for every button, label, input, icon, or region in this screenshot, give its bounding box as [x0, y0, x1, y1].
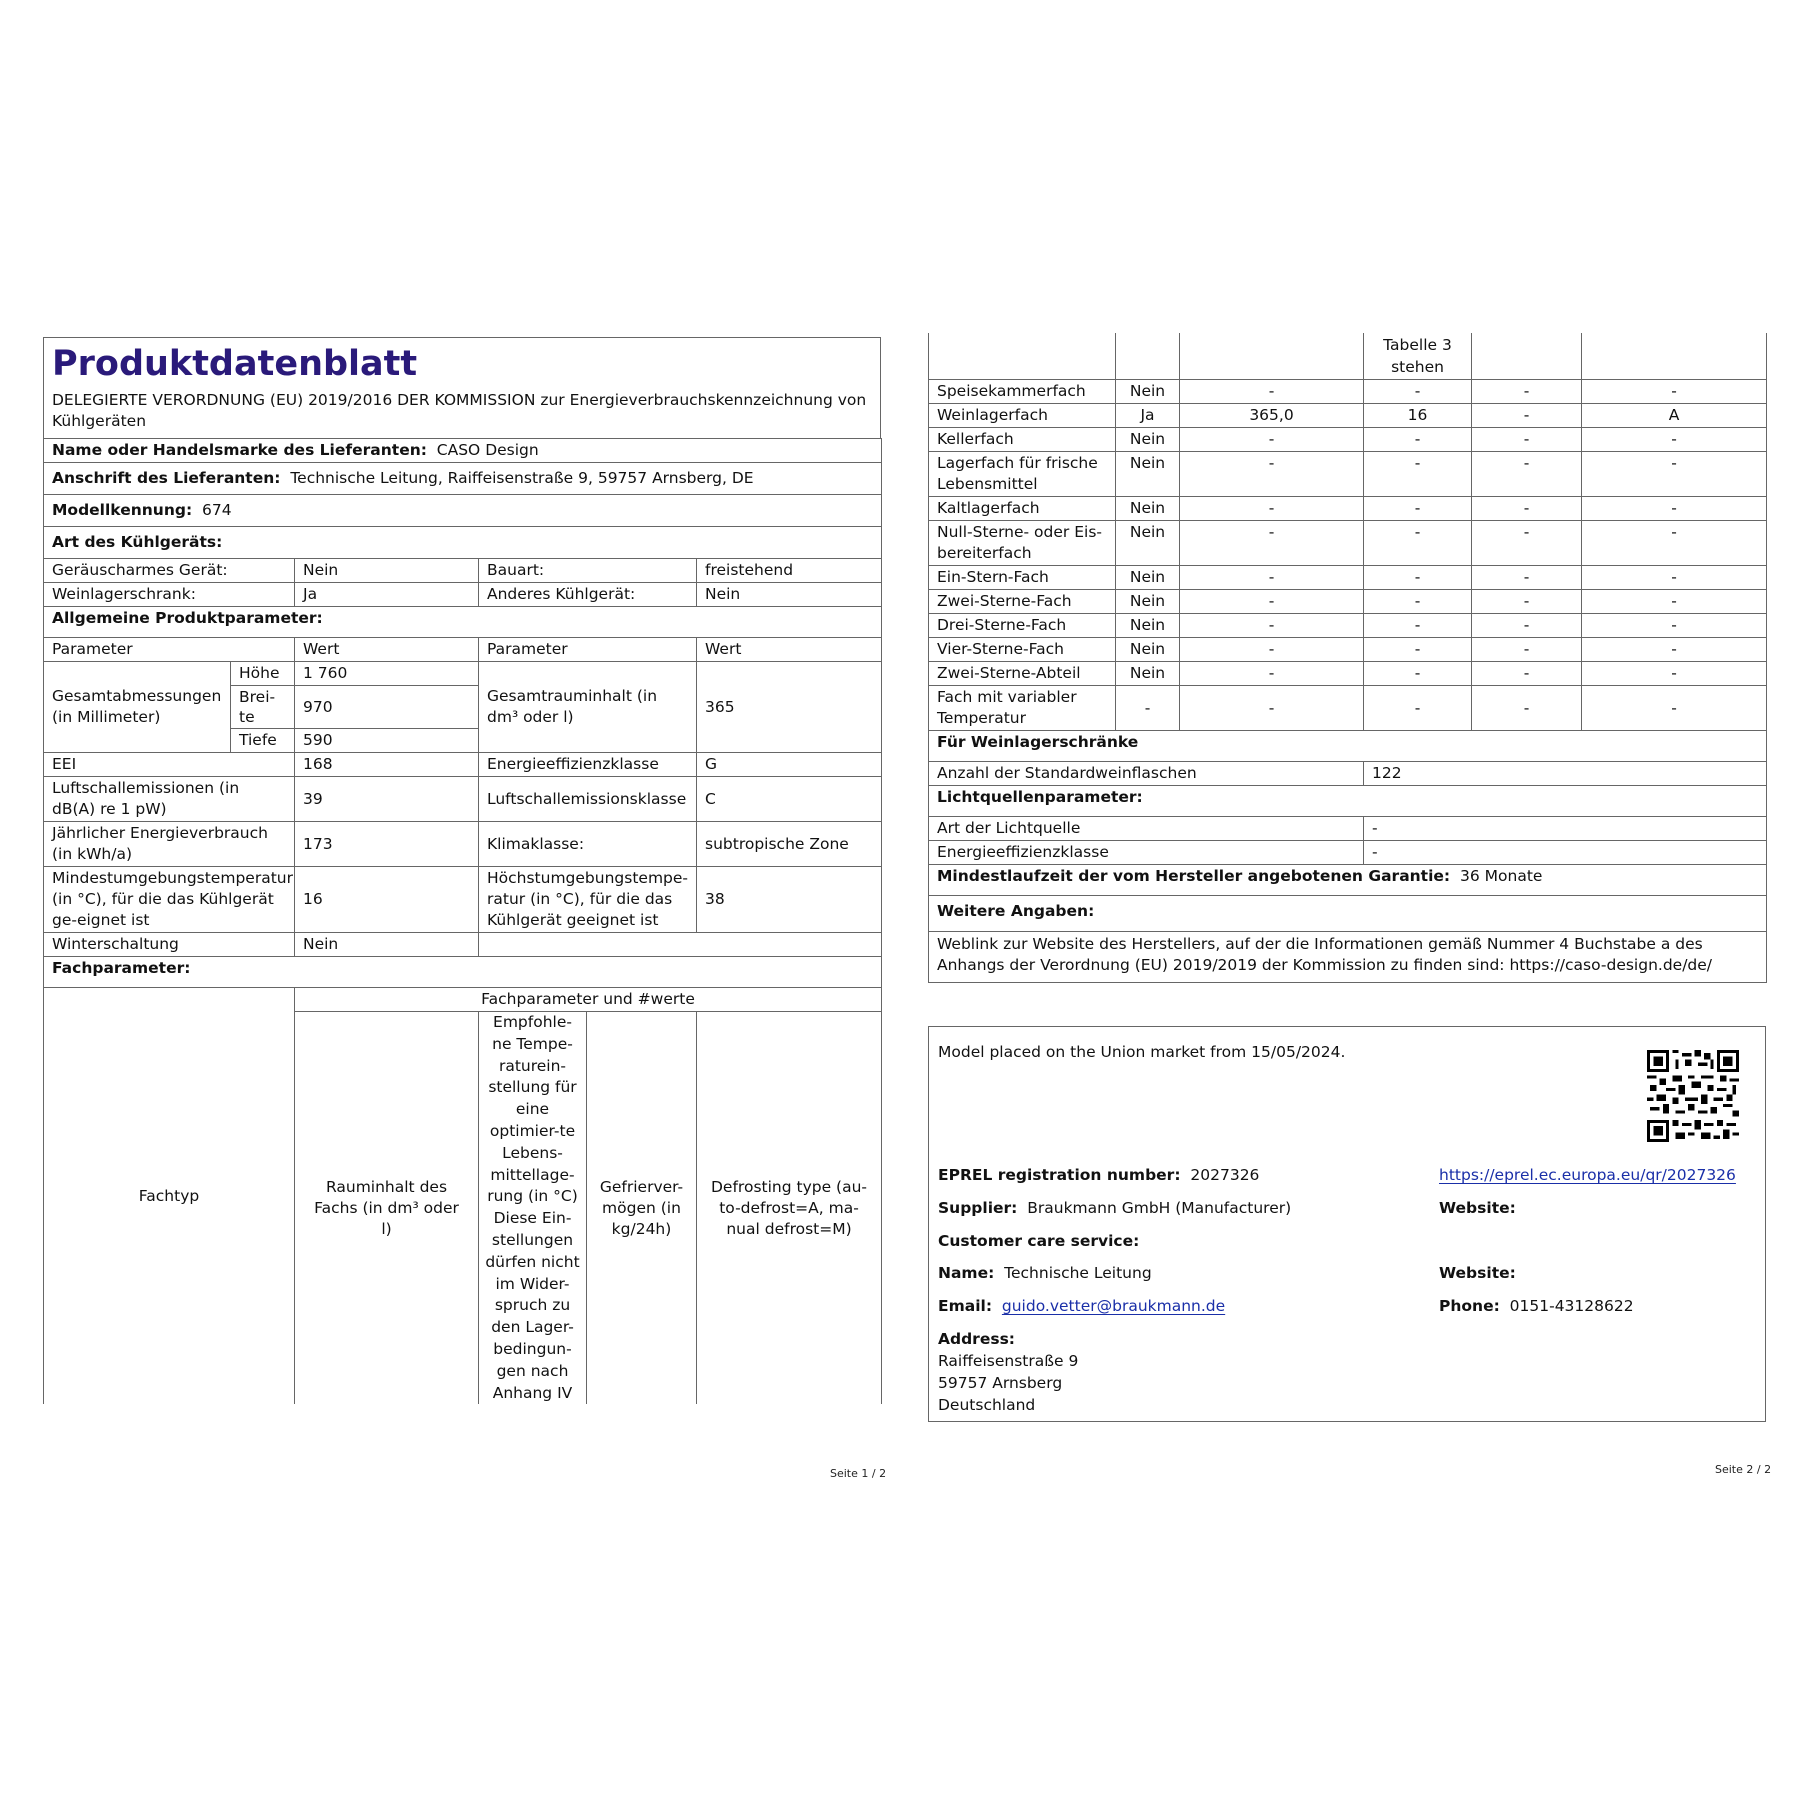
param-label: Luftschallemissionsklasse — [479, 777, 697, 822]
param-row — [44, 822, 882, 867]
address-line: Deutschland — [938, 1396, 1036, 1414]
compartment-name: Weinlagerfach — [929, 404, 1116, 428]
compartment-temp: 16 — [1364, 404, 1472, 428]
type-label: Geräuscharmes Gerät: — [44, 559, 295, 583]
wine-heading: Für Weinlagerschränke — [929, 731, 1767, 762]
light-type-value: - — [1364, 817, 1767, 841]
compartment-volume: - — [1180, 590, 1364, 614]
param-label: Mindestumgebungstemperatur (in °C), für die das Kühlgerät ge-eignet ist — [44, 867, 295, 933]
compartment-freeze: - — [1472, 404, 1582, 428]
supplier-name-label: Name oder Handelsmarke des Lieferanten: — [52, 441, 427, 459]
email-label: Email: — [938, 1297, 993, 1315]
compartment-temp: - — [1364, 380, 1472, 404]
compartment-heading-row — [44, 957, 882, 988]
param-row — [44, 753, 882, 777]
param-value: 38 — [697, 867, 882, 933]
compartment-row — [929, 380, 1767, 404]
datasheet-page-1 — [43, 337, 881, 1452]
param-value: 39 — [295, 777, 479, 822]
param-row — [44, 777, 882, 822]
param-value: G — [697, 753, 882, 777]
param-value: 16 — [295, 867, 479, 933]
compartment-present: Nein — [1116, 590, 1180, 614]
compartment-group-header: Fachparameter und #werte — [295, 988, 882, 1012]
page-number: Seite 2 / 2 — [1715, 1463, 1772, 1476]
compartment-volume: - — [1180, 686, 1364, 731]
compartment-defrost: - — [1582, 590, 1767, 614]
type-row — [44, 583, 882, 607]
further-heading-row — [929, 896, 1767, 932]
title-block — [43, 337, 881, 438]
supplier-address-label: Anschrift des Lieferanten: — [52, 469, 281, 487]
winter-value: Nein — [295, 933, 479, 957]
column-header-volume: Rauminhalt des Fachs (in dm³ oder l) — [295, 1012, 479, 1405]
compartment-volume: - — [1180, 638, 1364, 662]
compartment-name: Ein-Stern-Fach — [929, 566, 1116, 590]
compartment-row — [929, 428, 1767, 452]
dims-label: Gesamtabmessungen (in Millimeter) — [44, 662, 231, 753]
compartment-present: Nein — [1116, 566, 1180, 590]
model-value: 674 — [202, 501, 232, 519]
supplier-address-value: Technische Leitung, Raiffeisenstraße 9, 59757 Arnsberg, DE — [290, 469, 754, 487]
compartment-freeze: - — [1472, 638, 1582, 662]
param-label: Luftschallemissionen (in dB(A) re 1 pW) — [44, 777, 295, 822]
param-label: Höchstumgebungstempe-ratur (in °C), für die das Kühlgerät geeignet ist — [479, 867, 697, 933]
param-value: C — [697, 777, 882, 822]
compartment-defrost: - — [1582, 662, 1767, 686]
column-header-defrost: Defrosting type (au-to-defrost=A, ma-nual defrost=M) — [697, 1012, 882, 1405]
volume-label: Gesamtrauminhalt (in dm³ oder l) — [479, 662, 697, 753]
column-header-param: Parameter — [479, 638, 697, 662]
light-heading: Lichtquellenparameter: — [929, 786, 1767, 817]
page-title: Produktdatenblatt — [52, 344, 418, 384]
compartment-row — [929, 662, 1767, 686]
compartment-name: Drei-Sterne-Fach — [929, 614, 1116, 638]
param-label: Klimaklasse: — [479, 822, 697, 867]
compartment-freeze: - — [1472, 614, 1582, 638]
further-text-row — [929, 932, 1767, 983]
compartment-temp: - — [1364, 452, 1472, 497]
compartment-row — [929, 404, 1767, 428]
compartment-group-row — [44, 988, 882, 1012]
compartment-defrost: - — [1582, 521, 1767, 566]
param-label: Jährlicher Energieverbrauch (in kWh/a) — [44, 822, 295, 867]
column-header-fachtyp: Fachtyp — [44, 988, 295, 1405]
compartment-defrost: - — [1582, 686, 1767, 731]
model-label: Modellkennung: — [52, 501, 193, 519]
supplier-address-row — [44, 463, 882, 495]
dims-row — [44, 662, 882, 686]
light-type-label: Art der Lichtquelle — [929, 817, 1364, 841]
compartment-row — [929, 686, 1767, 731]
column-header-temperature: Empfohle-ne Tempe-raturein-stellung für eine optimier-te Lebens-mittellage-rung (in °C) Diese Ein-stellungen dürfen nicht im Wider-spruch zu den Lager-bedingun-gen nach Anhang IV — [479, 1012, 587, 1405]
column-header-freezing: Gefrierver-mögen (in kg/24h) — [587, 1012, 697, 1405]
contact-name-label: Name: — [938, 1264, 995, 1282]
bottles-row — [929, 762, 1767, 786]
further-text: Weblink zur Website des Herstellers, auf der die Informationen gemäß Nummer 4 Buchstabe a des Anhangs der Verordnung (EU) 2019/2019 der Kommission zu finden sind: https://caso-design.de/de/ — [929, 932, 1767, 983]
light-class-label: Energieeffizienzklasse — [929, 841, 1364, 865]
model-row — [44, 495, 882, 527]
dim-value: 590 — [295, 729, 479, 753]
compartment-heading: Fachparameter: — [44, 957, 882, 988]
contact-name-value: Technische Leitung — [1004, 1264, 1152, 1282]
website-label: Website: — [1439, 1199, 1516, 1217]
compartment-temp: - — [1364, 662, 1472, 686]
compartment-header-continued — [929, 333, 1767, 380]
dim-value: 1 760 — [295, 662, 479, 686]
compartment-volume: - — [1180, 566, 1364, 590]
supplier-value: Braukmann GmbH (Manufacturer) — [1027, 1199, 1292, 1217]
compartment-freeze: - — [1472, 662, 1582, 686]
light-class-value: - — [1364, 841, 1767, 865]
dim-value: 970 — [295, 686, 479, 729]
compartment-name: Kaltlagerfach — [929, 497, 1116, 521]
address-label: Address: — [938, 1330, 1015, 1348]
winter-row — [44, 933, 882, 957]
compartment-temp: - — [1364, 428, 1472, 452]
type-value: Nein — [295, 559, 479, 583]
light-type-row — [929, 817, 1767, 841]
compartment-temp: - — [1364, 590, 1472, 614]
product-data-table — [43, 438, 882, 988]
compartment-table — [928, 333, 1767, 983]
compartment-present: Nein — [1116, 521, 1180, 566]
compartment-freeze: - — [1472, 380, 1582, 404]
phone-label: Phone: — [1439, 1297, 1500, 1315]
compartment-defrost: - — [1582, 497, 1767, 521]
compartment-present: Nein — [1116, 428, 1180, 452]
eprel-link[interactable]: https://eprel.ec.europa.eu/qr/2027326 — [1439, 1166, 1736, 1184]
compartment-freeze: - — [1472, 428, 1582, 452]
compartment-present: - — [1116, 686, 1180, 731]
compartment-freeze: - — [1472, 686, 1582, 731]
address-line: 59757 Arnsberg — [938, 1374, 1063, 1392]
compartment-volume: 365,0 — [1180, 404, 1364, 428]
empty-cell — [479, 933, 882, 957]
column-header-value: Wert — [697, 638, 882, 662]
compartment-present: Nein — [1116, 638, 1180, 662]
compartment-defrost: - — [1582, 566, 1767, 590]
bottles-value: 122 — [1364, 762, 1767, 786]
phone-value: 0151-43128622 — [1509, 1297, 1634, 1315]
further-heading: Weitere Angaben: — [929, 896, 1767, 932]
type-heading-row — [44, 527, 882, 559]
type-label: Weinlagerschrank: — [44, 583, 295, 607]
customer-care-label: Customer care service: — [938, 1232, 1140, 1250]
compartment-name: Kellerfach — [929, 428, 1116, 452]
address-line: Raiffeisenstraße 9 — [938, 1352, 1079, 1370]
compartment-name: Zwei-Sterne-Abteil — [929, 662, 1116, 686]
warranty-row — [929, 865, 1767, 896]
type-value: Nein — [697, 583, 882, 607]
compartment-defrost: - — [1582, 638, 1767, 662]
compartment-row — [929, 497, 1767, 521]
compartment-row — [929, 521, 1767, 566]
compartment-temp: - — [1364, 638, 1472, 662]
type-label: Anderes Kühlgerät: — [479, 583, 697, 607]
compartment-name: Fach mit variabler Temperatur — [929, 686, 1116, 731]
compartment-row — [929, 566, 1767, 590]
compartment-volume: - — [1180, 521, 1364, 566]
dim-label: Höhe — [231, 662, 295, 686]
compartment-name: Vier-Sterne-Fach — [929, 638, 1116, 662]
compartment-present: Nein — [1116, 380, 1180, 404]
light-heading-row — [929, 786, 1767, 817]
datasheet-page-2 — [928, 333, 1766, 983]
compartment-temp: - — [1364, 614, 1472, 638]
warranty-label: Mindestlaufzeit der vom Hersteller angebotenen Garantie: — [937, 867, 1451, 885]
compartment-freeze: - — [1472, 566, 1582, 590]
param-value: 168 — [295, 753, 479, 777]
compartment-row — [929, 614, 1767, 638]
compartment-present: Nein — [1116, 614, 1180, 638]
warranty-value: 36 Monate — [1459, 867, 1543, 885]
page-number: Seite 1 / 2 — [830, 1467, 887, 1480]
qr-code-icon — [1647, 1050, 1739, 1142]
eprel-reg-value: 2027326 — [1190, 1166, 1260, 1184]
param-label: Energieeffizienzklasse — [479, 753, 697, 777]
supplier-name-value: CASO Design — [436, 441, 539, 459]
column-header-value: Wert — [295, 638, 479, 662]
compartment-defrost: - — [1582, 614, 1767, 638]
type-label: Bauart: — [479, 559, 697, 583]
compartment-present: Nein — [1116, 662, 1180, 686]
compartment-row — [929, 638, 1767, 662]
param-label: EEI — [44, 753, 295, 777]
website-label: Website: — [1439, 1264, 1516, 1282]
email-link[interactable]: guido.vetter@braukmann.de — [1001, 1297, 1226, 1315]
compartment-present: Nein — [1116, 452, 1180, 497]
compartment-freeze: - — [1472, 521, 1582, 566]
eprel-info-box — [928, 1026, 1766, 1422]
compartment-volume: - — [1180, 380, 1364, 404]
type-heading: Art des Kühlgeräts: — [44, 527, 882, 559]
compartment-freeze: - — [1472, 590, 1582, 614]
param-value: 173 — [295, 822, 479, 867]
param-value: subtropische Zone — [697, 822, 882, 867]
volume-value: 365 — [697, 662, 882, 753]
param-row — [44, 867, 882, 933]
compartment-volume: - — [1180, 614, 1364, 638]
light-class-row — [929, 841, 1767, 865]
general-heading: Allgemeine Produktparameter: — [44, 607, 882, 638]
type-value: Ja — [295, 583, 479, 607]
compartment-name: Speisekammerfach — [929, 380, 1116, 404]
compartment-header-table — [43, 987, 882, 1404]
compartment-temp: - — [1364, 686, 1472, 731]
compartment-name: Lagerfach für frische Lebensmittel — [929, 452, 1116, 497]
compartment-freeze: - — [1472, 497, 1582, 521]
compartment-volume: - — [1180, 452, 1364, 497]
compartment-name: Zwei-Sterne-Fach — [929, 590, 1116, 614]
compartment-row — [929, 452, 1767, 497]
table-ref-header: Tabelle 3 stehen — [1364, 333, 1472, 380]
compartment-temp: - — [1364, 566, 1472, 590]
compartment-defrost: - — [1582, 452, 1767, 497]
type-row — [44, 559, 882, 583]
compartment-row — [929, 590, 1767, 614]
market-placement-text: Model placed on the Union market from 15/05/2024. — [938, 1043, 1346, 1061]
general-heading-row — [44, 607, 882, 638]
compartment-defrost: - — [1582, 428, 1767, 452]
dim-label: Tiefe — [231, 729, 295, 753]
compartment-name: Null-Sterne- oder Eis-bereiterfach — [929, 521, 1116, 566]
compartment-temp: - — [1364, 497, 1472, 521]
compartment-defrost: - — [1582, 380, 1767, 404]
compartment-defrost: A — [1582, 404, 1767, 428]
supplier-name-row — [44, 439, 882, 463]
compartment-volume: - — [1180, 428, 1364, 452]
bottles-label: Anzahl der Standardweinflaschen — [929, 762, 1364, 786]
compartment-freeze: - — [1472, 452, 1582, 497]
compartment-volume: - — [1180, 662, 1364, 686]
wine-heading-row — [929, 731, 1767, 762]
column-header-row — [44, 638, 882, 662]
eprel-reg-label: EPREL registration number: — [938, 1166, 1181, 1184]
type-value: freistehend — [697, 559, 882, 583]
regulation-subtitle: DELEGIERTE VERORDNUNG (EU) 2019/2016 DER KOMMISSION zur Energieverbrauchskennzeichnung von Kühlgeräten — [52, 391, 867, 430]
winter-label: Winterschaltung — [44, 933, 295, 957]
compartment-present: Ja — [1116, 404, 1180, 428]
dim-label: Brei-te — [231, 686, 295, 729]
column-header-param: Parameter — [44, 638, 295, 662]
compartment-temp: - — [1364, 521, 1472, 566]
supplier-label: Supplier: — [938, 1199, 1018, 1217]
compartment-volume: - — [1180, 497, 1364, 521]
compartment-present: Nein — [1116, 497, 1180, 521]
